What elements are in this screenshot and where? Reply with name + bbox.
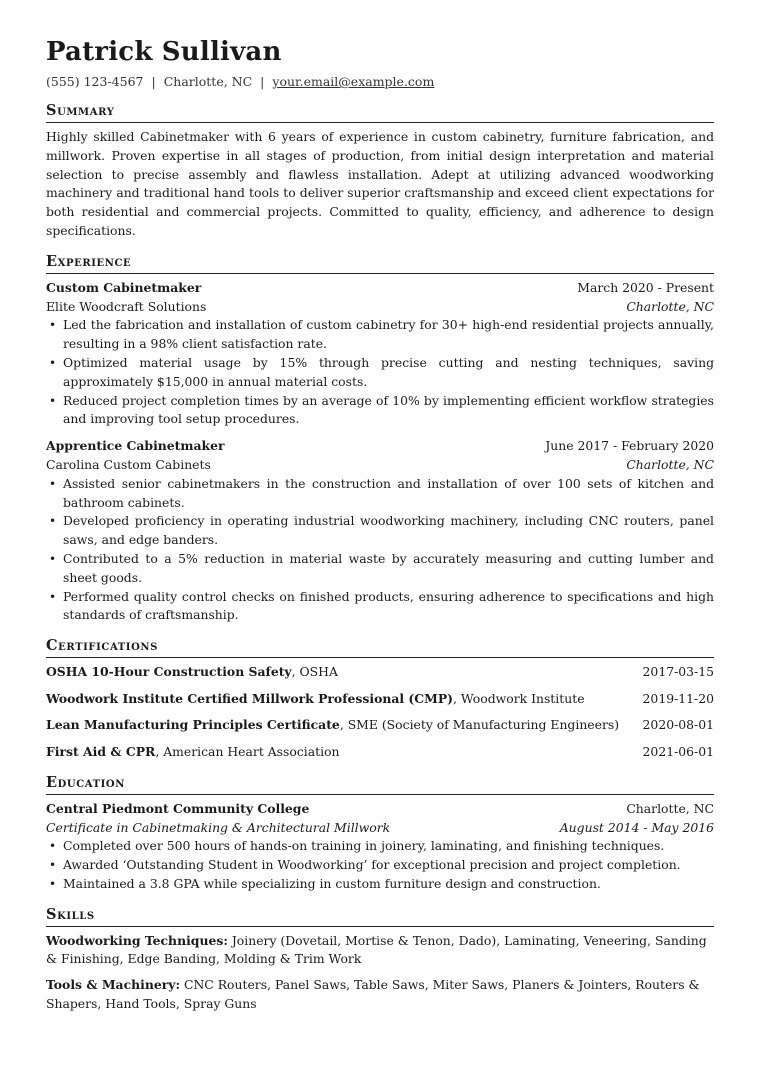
certifications-list (46, 663, 714, 762)
certification-row (46, 690, 714, 709)
certification-issuer: , OSHA (291, 664, 338, 680)
candidate-name: Patrick Sullivan (46, 37, 282, 67)
skill-row (46, 932, 714, 970)
bullet-item: • Performed quality control checks on finished products, ensuring adherence to specifications and high standards of craftsmanship. (63, 588, 714, 626)
job-location: Charlotte, NC (626, 456, 714, 472)
skill-text: CNC Routers, Panel Saws, Table Saws, Miter Saws, Planers & Jointers, Routers & Shapers, Hand Tools, Spray Guns (46, 977, 700, 1012)
bullet-item: • Completed over 500 hours of hands-on training in joinery, laminating, and finishing techniques. (63, 837, 714, 856)
summary-heading: Summary (46, 102, 714, 123)
certification-date: 2020-08-01 (642, 717, 714, 733)
bullet-item: • Awarded ‘Outstanding Student in Woodworking’ for exceptional precision and project completion. (63, 856, 714, 875)
phone-number: (555) 123-4567 (46, 74, 144, 89)
contact-separator: | (151, 74, 156, 89)
bullet-item: • Reduced project completion times by an average of 10% by implementing efficient workflow strategies and improving tool setup procedures. (63, 392, 714, 430)
school-location: Charlotte, NC (626, 800, 714, 816)
education-bullets (46, 837, 714, 893)
summary-section (46, 102, 714, 241)
education-heading: Education (46, 774, 714, 795)
certification-issuer: , Woodwork Institute (453, 690, 585, 706)
job-bullets (46, 316, 714, 429)
location-text: Charlotte, NC (163, 74, 253, 89)
job-dates: March 2020 - Present (577, 279, 714, 295)
job-title: Apprentice Cabinetmaker (46, 438, 225, 454)
contact-line (46, 74, 714, 90)
program-name: Certificate in Cabinetmaking & Architectural Millwork (46, 819, 391, 835)
skill-label: Tools & Machinery: (46, 977, 181, 993)
education-section (46, 774, 714, 894)
certification-row (46, 743, 714, 762)
skill-text: Joinery (Dovetail, Mortise & Tenon, Dado), Laminating, Veneering, Sanding & Finishing, Edge Banding, Molding & Trim Work (46, 932, 707, 967)
certifications-heading: Certifications (46, 637, 714, 658)
experience-heading: Experience (46, 253, 714, 274)
job-entry (46, 279, 714, 429)
contact-separator: | (260, 74, 265, 89)
bullet-item: • Optimized material usage by 15% through precise cutting and nesting techniques, saving approximately $15,000 in annual material costs. (63, 354, 714, 392)
company-name: Carolina Custom Cabinets (46, 456, 211, 472)
school-name: Central Piedmont Community College (46, 800, 310, 816)
certification-issuer: , American Heart Association (155, 743, 340, 759)
experience-section (46, 253, 714, 625)
company-name: Elite Woodcraft Solutions (46, 298, 207, 314)
bullet-item: • Led the fabrication and installation of custom cabinetry for 30+ high-end residential projects annually, resulting in a 98% client satisfaction rate. (63, 316, 714, 354)
bullet-item: • Contributed to a 5% reduction in material waste by accurately measuring and cutting lumber and sheet goods. (63, 550, 714, 588)
summary-text: Highly skilled Cabinetmaker with 6 years of experience in custom cabinetry, furniture fabrication, and millwork. Proven expertise in all stages of production, from initial design interpretation and material selection to precise assembly and flawless installation. Adept at utilizing advanced woodworking machinery and traditional hand tools to deliver superior craftsmanship and exceed client expectations for both residential and commercial projects. Committed to quality, efficiency, and adherence to design specifications. (46, 129, 714, 238)
certification-issuer: , SME (Society of Manufacturing Engineers) (339, 717, 620, 733)
bullet-item: • Assisted senior cabinetmakers in the construction and installation of over 100 sets of kitchen and bathroom cabinets. (63, 475, 714, 513)
certification-row (46, 663, 714, 682)
job-location: Charlotte, NC (626, 298, 714, 314)
resume-header (46, 36, 714, 90)
certification-name: Woodwork Institute Certified Millwork Professional (CMP) (46, 690, 454, 706)
bullet-item: • Developed proficiency in operating industrial woodworking machinery, including CNC routers, panel saws, and edge banders. (63, 512, 714, 550)
certification-row (46, 716, 714, 735)
job-dates: June 2017 - February 2020 (545, 438, 714, 454)
job-title: Custom Cabinetmaker (46, 279, 202, 295)
skill-label: Woodworking Techniques: (46, 932, 228, 948)
education-dates: August 2014 - May 2016 (559, 819, 714, 835)
email-link[interactable]: your.email@example.com (272, 74, 435, 89)
skills-heading: Skills (46, 906, 714, 927)
certification-date: 2017-03-15 (642, 664, 714, 680)
job-bullets (46, 475, 714, 625)
certification-name: First Aid & CPR (46, 743, 156, 759)
certification-name: OSHA 10-Hour Construction Safety (46, 664, 292, 680)
certification-date: 2021-06-01 (642, 743, 714, 759)
certification-name: Lean Manufacturing Principles Certificate (46, 717, 340, 733)
bullet-item: • Maintained a 3.8 GPA while specializing in custom furniture design and construction. (63, 875, 714, 894)
skills-section (46, 906, 714, 1014)
job-entry (46, 437, 714, 625)
certifications-section (46, 637, 714, 762)
certification-date: 2019-11-20 (642, 690, 714, 706)
skill-row (46, 976, 714, 1014)
